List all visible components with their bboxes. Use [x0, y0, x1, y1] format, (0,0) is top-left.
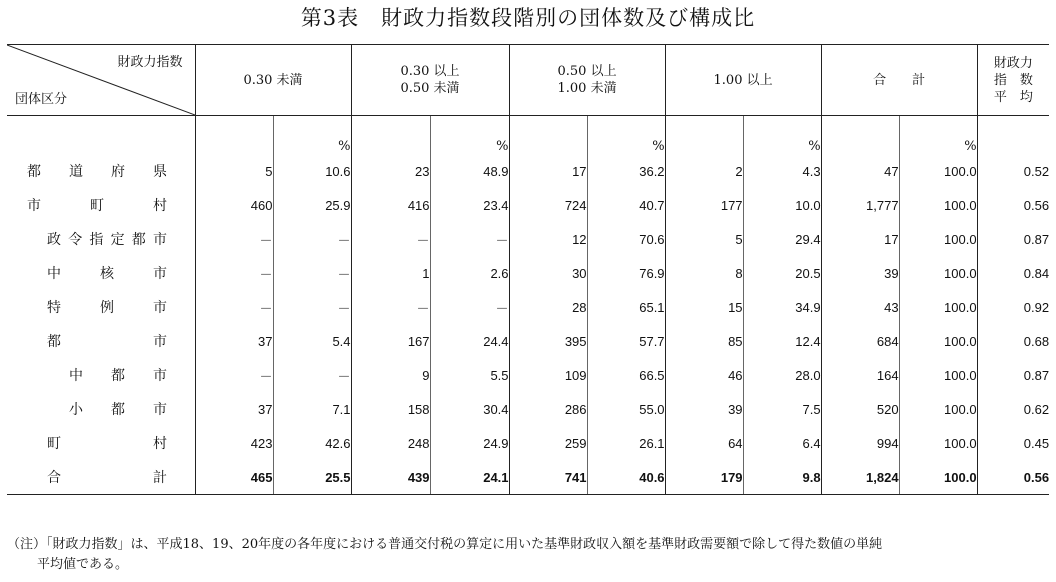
table-cell: －	[273, 358, 351, 392]
unit-cell	[665, 116, 743, 155]
row-label-char: 合	[47, 470, 61, 486]
row-label-char: 町	[47, 436, 61, 452]
table-cell: 5.4	[273, 324, 351, 358]
unit-cell	[509, 116, 587, 155]
percent-unit: %	[899, 116, 977, 155]
table-cell: 24.4	[430, 324, 509, 358]
table-cell: 36.2	[587, 154, 665, 188]
unit-cell	[977, 116, 1049, 155]
row-label	[7, 256, 195, 290]
table-cell: 9.8	[743, 460, 821, 495]
table-cell: 724	[509, 188, 587, 222]
table-cell: 34.9	[743, 290, 821, 324]
col-header-line: 指 数	[993, 72, 1033, 88]
table-cell: 39	[821, 256, 899, 290]
table-cell: 100.0	[899, 256, 977, 290]
table-cell: 37	[195, 324, 273, 358]
table-cell: 100.0	[899, 154, 977, 188]
row-label-char: 中	[69, 368, 83, 384]
table-cell: 1,824	[821, 460, 899, 495]
row-label	[7, 290, 195, 324]
table-body	[7, 154, 1049, 495]
table-cell: 42.6	[273, 426, 351, 460]
table-cell: 70.6	[587, 222, 665, 256]
row-label-char: 都	[27, 164, 41, 180]
table-cell: 6.4	[743, 426, 821, 460]
table-cell: 741	[509, 460, 587, 495]
table-cell: 100.0	[899, 324, 977, 358]
percent-unit: %	[587, 116, 665, 155]
row-label-char: 市	[153, 334, 167, 350]
table-cell: 100.0	[899, 426, 977, 460]
table-cell: 10.0	[743, 188, 821, 222]
unit-cell	[821, 116, 899, 155]
row-label-char: 都	[111, 368, 125, 384]
table-row	[7, 222, 1049, 256]
table-cell: 100.0	[899, 188, 977, 222]
col-header-line: 0.50 以上	[557, 64, 617, 79]
table-cell: 1,777	[821, 188, 899, 222]
unit-cell	[195, 116, 273, 155]
table-row	[7, 392, 1049, 426]
col-header-lt030	[195, 45, 351, 116]
table-cell: 66.5	[587, 358, 665, 392]
table-cell: 43	[821, 290, 899, 324]
table-row	[7, 324, 1049, 358]
row-label-char: 市	[27, 198, 41, 214]
total-row	[7, 460, 1049, 495]
row-label-char: 市	[152, 232, 167, 248]
table-cell: 24.1	[430, 460, 509, 495]
row-label-char: 県	[153, 164, 167, 180]
table-cell: －	[351, 222, 430, 256]
table-cell: 0.87	[977, 358, 1049, 392]
table-cell: －	[273, 256, 351, 290]
row-label-char: 小	[69, 402, 83, 418]
footnote-line-2: 平均値である。	[37, 557, 129, 572]
table-cell: －	[195, 222, 273, 256]
table-cell: －	[273, 290, 351, 324]
row-label-char: 都	[47, 334, 61, 350]
table-cell: 158	[351, 392, 430, 426]
table-cell: 85	[665, 324, 743, 358]
table-cell: 5	[665, 222, 743, 256]
table-cell: 100.0	[899, 222, 977, 256]
table-cell: 1	[351, 256, 430, 290]
table-cell: 17	[509, 154, 587, 188]
row-label-cell	[7, 116, 195, 155]
table-cell: 57.7	[587, 324, 665, 358]
col-header-line: 財政力	[993, 55, 1033, 71]
col-header-line: 0.30 以上	[400, 64, 460, 79]
row-label-char: 道	[69, 164, 83, 180]
col-header-average	[977, 45, 1049, 116]
table-cell: 0.56	[977, 460, 1049, 495]
table-row	[7, 426, 1049, 460]
row-label-char: 市	[153, 300, 167, 316]
footnote	[7, 535, 1052, 575]
table-cell: －	[273, 222, 351, 256]
table-cell: 7.1	[273, 392, 351, 426]
table-cell: 0.68	[977, 324, 1049, 358]
col-header-050-100	[509, 45, 665, 116]
table-cell: 100.0	[899, 460, 977, 495]
table-cell: 48.9	[430, 154, 509, 188]
page-title: 第3表 財政力指数段階別の団体数及び構成比	[300, 6, 756, 30]
table-cell: 23.4	[430, 188, 509, 222]
row-label-char: 指	[89, 232, 104, 248]
table-cell: 76.9	[587, 256, 665, 290]
table-cell: 465	[195, 460, 273, 495]
table-cell: 10.6	[273, 154, 351, 188]
table-cell: 0.92	[977, 290, 1049, 324]
col-header-line: 合 計	[873, 72, 926, 88]
table-cell: 25.5	[273, 460, 351, 495]
row-label	[7, 222, 195, 256]
row-label	[7, 154, 195, 188]
table-cell: 259	[509, 426, 587, 460]
table-cell: 23	[351, 154, 430, 188]
header-row	[7, 45, 1049, 116]
table-cell: 26.1	[587, 426, 665, 460]
table-cell: 24.9	[430, 426, 509, 460]
table-cell: 4.3	[743, 154, 821, 188]
table-cell: 460	[195, 188, 273, 222]
row-label-char: 市	[153, 266, 167, 282]
table-cell: 2	[665, 154, 743, 188]
table-cell: 684	[821, 324, 899, 358]
table-cell: 64	[665, 426, 743, 460]
table-cell: 55.0	[587, 392, 665, 426]
row-label-char: 村	[153, 436, 167, 452]
table-cell: 9	[351, 358, 430, 392]
table-cell: 5.5	[430, 358, 509, 392]
table-cell: 248	[351, 426, 430, 460]
diag-top-label: 財政力指数	[117, 55, 183, 70]
table-cell: －	[430, 290, 509, 324]
col-header-line: 平 均	[993, 89, 1033, 105]
col-header-total	[821, 45, 977, 116]
table-cell: －	[195, 256, 273, 290]
row-label	[7, 392, 195, 426]
table-cell: 47	[821, 154, 899, 188]
row-label	[7, 460, 195, 495]
table-cell: 100.0	[899, 290, 977, 324]
table-cell: 30	[509, 256, 587, 290]
unit-cell	[351, 116, 430, 155]
table-cell: 167	[351, 324, 430, 358]
percent-unit-row	[7, 116, 1049, 155]
table-row	[7, 358, 1049, 392]
table-cell: 994	[821, 426, 899, 460]
table-cell: 40.7	[587, 188, 665, 222]
table-cell: 8	[665, 256, 743, 290]
row-label	[7, 426, 195, 460]
table-cell: 109	[509, 358, 587, 392]
row-label-char: 都	[111, 402, 125, 418]
diagonal-header-cell	[7, 45, 195, 116]
table-cell: 0.45	[977, 426, 1049, 460]
table-cell: 12.4	[743, 324, 821, 358]
table-cell: 40.6	[587, 460, 665, 495]
table-cell: 25.9	[273, 188, 351, 222]
table-cell: 100.0	[899, 392, 977, 426]
table-cell: 520	[821, 392, 899, 426]
table-cell: 37	[195, 392, 273, 426]
table-cell: 179	[665, 460, 743, 495]
row-label-char: 核	[100, 266, 114, 282]
col-header-line: 0.30 未満	[243, 72, 303, 88]
row-label-char: 府	[111, 164, 125, 180]
table-cell: －	[195, 290, 273, 324]
table-cell: 423	[195, 426, 273, 460]
data-table	[7, 44, 1049, 495]
table-cell: 20.5	[743, 256, 821, 290]
row-label	[7, 188, 195, 222]
table-cell: 395	[509, 324, 587, 358]
col-header-line: 1.00 未満	[557, 81, 617, 96]
table-cell: 28.0	[743, 358, 821, 392]
col-header-030-050	[351, 45, 509, 116]
table-cell: 286	[509, 392, 587, 426]
table-cell: 28	[509, 290, 587, 324]
col-header-line: 0.50 未満	[400, 81, 460, 96]
table-row	[7, 290, 1049, 324]
table-cell: 0.52	[977, 154, 1049, 188]
row-label-char: 市	[153, 402, 167, 418]
table-cell: －	[351, 290, 430, 324]
row-label	[7, 324, 195, 358]
row-label-char: 中	[47, 266, 61, 282]
row-label-char: 政	[47, 232, 61, 248]
percent-unit: %	[430, 116, 509, 155]
table-cell: 39	[665, 392, 743, 426]
row-label-char: 例	[100, 300, 114, 316]
table-cell: 177	[665, 188, 743, 222]
table-cell: 100.0	[899, 358, 977, 392]
row-label-char: 特	[47, 300, 61, 316]
col-header-ge100	[665, 45, 821, 116]
row-label-char: 令	[68, 232, 83, 248]
row-label-char: 都	[131, 232, 146, 248]
table-cell: 439	[351, 460, 430, 495]
row-label-char: 計	[153, 470, 167, 486]
col-header-line: 1.00 以上	[713, 72, 773, 88]
table-cell: 0.84	[977, 256, 1049, 290]
table-cell: 5	[195, 154, 273, 188]
percent-unit: %	[743, 116, 821, 155]
table-cell: 416	[351, 188, 430, 222]
row-label-char: 村	[153, 198, 167, 214]
table-cell: －	[430, 222, 509, 256]
table-cell: 12	[509, 222, 587, 256]
table-cell: 7.5	[743, 392, 821, 426]
table-cell: 46	[665, 358, 743, 392]
row-label-char: 定	[110, 232, 125, 248]
table-cell: 164	[821, 358, 899, 392]
table-row	[7, 256, 1049, 290]
table-row	[7, 154, 1049, 188]
table-cell: 2.6	[430, 256, 509, 290]
table-cell: 0.56	[977, 188, 1049, 222]
table-cell: 17	[821, 222, 899, 256]
percent-unit: %	[273, 116, 351, 155]
table-cell: 0.87	[977, 222, 1049, 256]
row-label	[7, 358, 195, 392]
diag-bottom-label: 団体区分	[15, 92, 68, 107]
table-row	[7, 188, 1049, 222]
table-cell: 30.4	[430, 392, 509, 426]
table-cell: －	[195, 358, 273, 392]
table-cell: 0.62	[977, 392, 1049, 426]
table-cell: 65.1	[587, 290, 665, 324]
footnote-line-1: （注）「財政力指数」は、平成18、19、20年度の各年度における普通交付税の算定に用いた基準財政収入額を基準財政需要額で除して得た数値の単純	[7, 537, 883, 552]
row-label-char: 市	[153, 368, 167, 384]
table-cell: 15	[665, 290, 743, 324]
table-cell: 29.4	[743, 222, 821, 256]
row-label-char: 町	[90, 198, 104, 214]
